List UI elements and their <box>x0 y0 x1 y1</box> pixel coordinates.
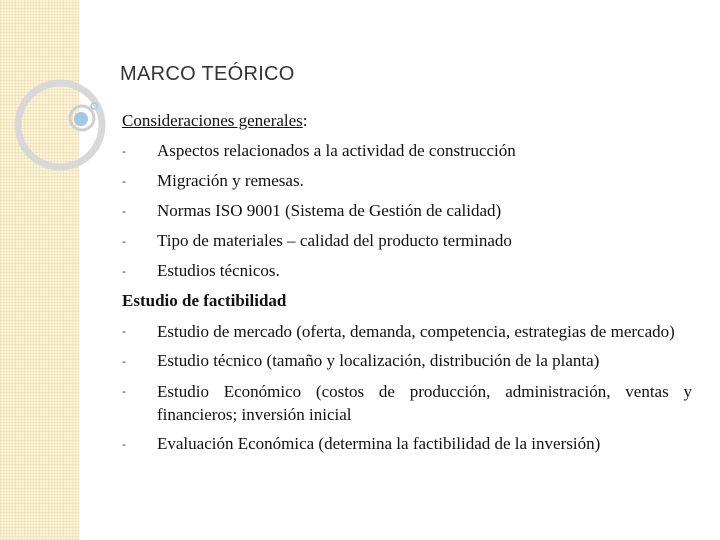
decorative-rings <box>0 0 130 180</box>
list-item-text: Estudio técnico (tamaño y localización, distribución de la planta) <box>157 351 600 370</box>
list-item <box>122 136 692 166</box>
bullet-dash: - <box>122 234 126 248</box>
list-item <box>122 256 692 286</box>
section1-heading-label: Consideraciones generales <box>122 111 303 130</box>
section1-heading <box>122 106 692 136</box>
list-item <box>122 166 692 196</box>
list-item <box>122 316 692 346</box>
section2-heading: Estudio de factibilidad <box>122 291 287 310</box>
list-item <box>122 226 692 256</box>
list-item-text: Migración y remesas. <box>157 171 304 190</box>
slide-content <box>122 106 692 459</box>
section2-list <box>122 316 692 459</box>
bullet-dash: - <box>122 264 126 278</box>
bullet-dash: - <box>122 324 126 338</box>
list-item <box>122 376 692 429</box>
list-item-text: Estudio de mercado (oferta, demanda, competencia, estrategias de mercado) <box>157 322 675 341</box>
list-item <box>122 429 692 459</box>
blue-dot <box>74 112 88 126</box>
bullet-dash: - <box>122 174 126 188</box>
bullet-dash: - <box>122 437 126 451</box>
section1-list <box>122 136 692 286</box>
section1-heading-colon: : <box>302 111 308 130</box>
list-item <box>122 196 692 226</box>
list-item-text: Estudio Económico (costos de producción, administración, ventas y financieros; inversión inicial <box>157 382 692 424</box>
large-ring <box>18 83 102 167</box>
bullet-dash: - <box>122 354 126 368</box>
bullet-dash: - <box>122 144 126 158</box>
bullet-dash: - <box>122 384 126 398</box>
slide-title: MARCO TEÓRICO <box>120 63 295 85</box>
list-item-text: Estudios técnicos. <box>157 261 280 280</box>
list-item <box>122 346 692 376</box>
list-item-text: Aspectos relacionados a la actividad de construcción <box>157 141 516 160</box>
bullet-dash: - <box>122 204 126 218</box>
list-item-text: Normas ISO 9001 (Sistema de Gestión de calidad) <box>157 201 502 220</box>
list-item-text: Tipo de materiales – calidad del producto terminado <box>157 231 512 250</box>
list-item-text: Evaluación Económica (determina la factibilidad de la inversión) <box>157 434 601 453</box>
